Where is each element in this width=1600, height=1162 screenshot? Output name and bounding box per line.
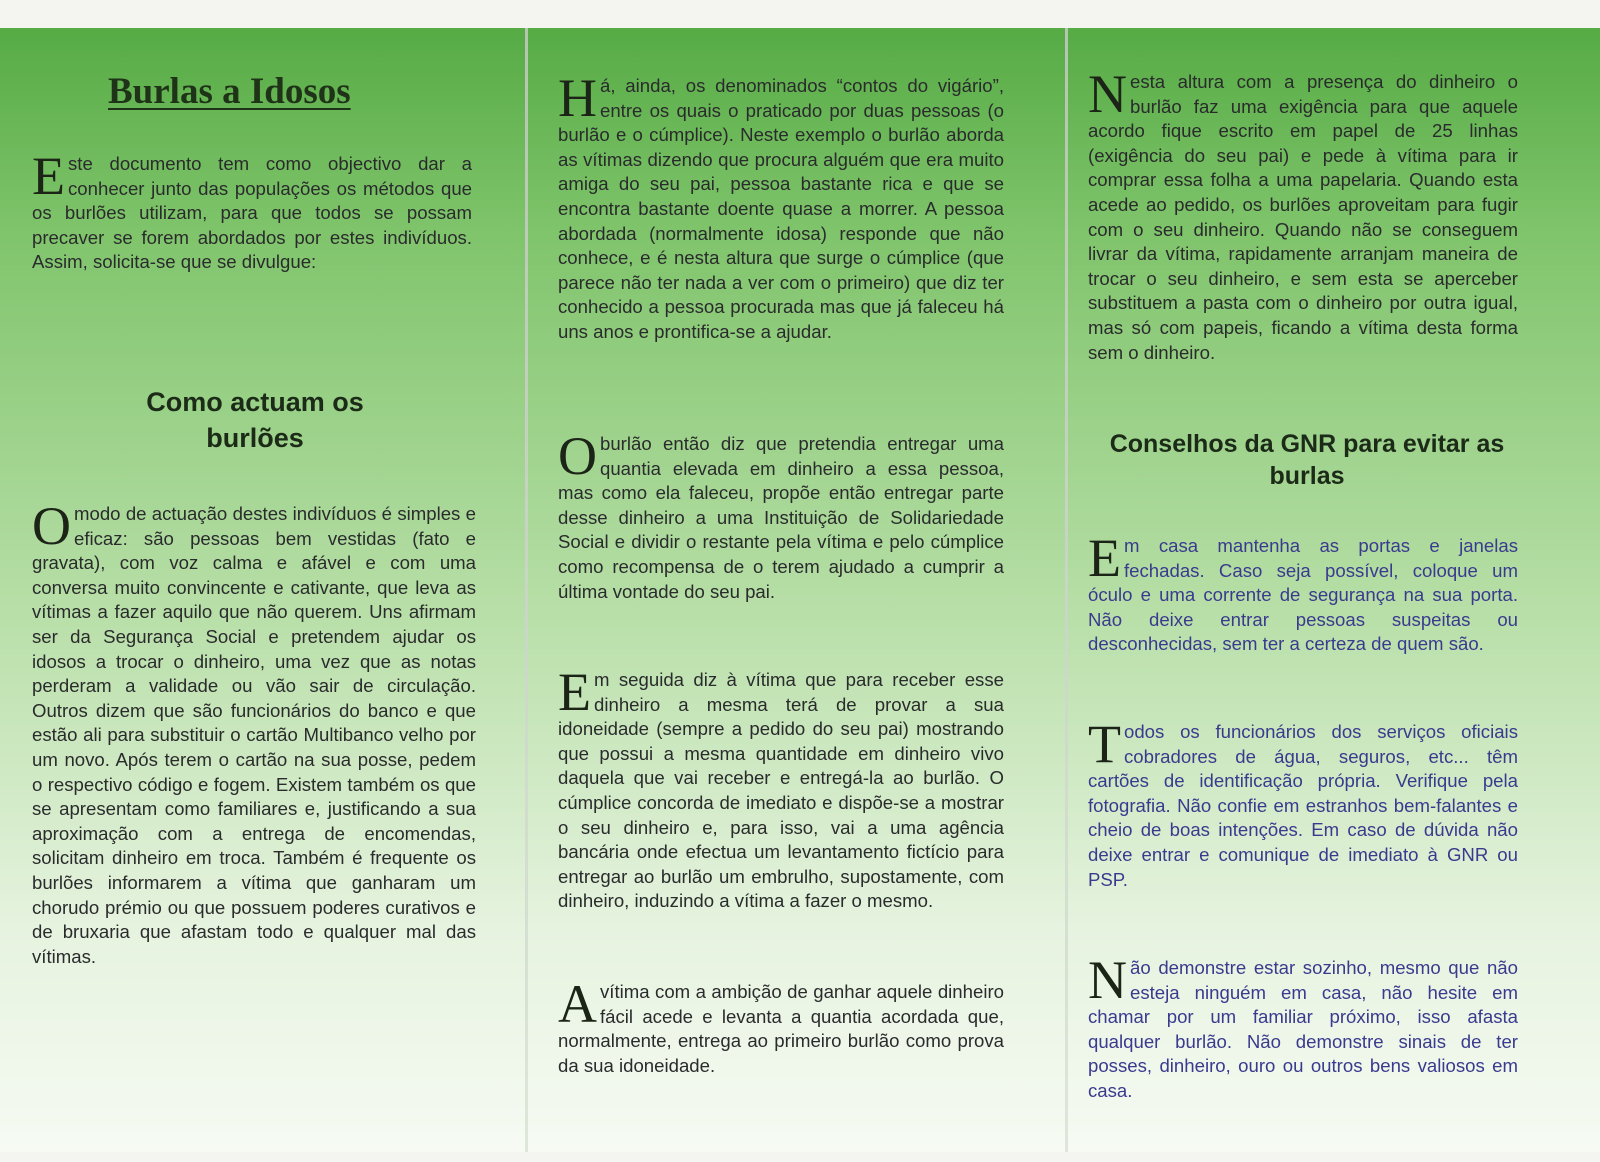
idoneidade-paragraph: Em seguida diz à vítima que para receber esse dinheiro a mesma terá de provar a sua idoneidade (sempre a pedido do seu pai) mostrando que possui a mesma quantidade em dinheiro vivo daquela que vai receber e entregá-la ao burlão. O cúmplice concorda de imediato e dispõe-se a mostrar o seu dinheiro e, para isso, vai a uma agência bancária onde efectua um levantamento fictício para entregar ao burlão um embrulho, supostamente, com dinheiro, induzindo a vítima a fazer o mesmo. — [558, 662, 1004, 912]
vigario-paragraph: Há, ainda, os denominados “contos do vigário”, entre os quais o praticado por duas pessoas (o burlão e o cúmplice). Neste exemplo o burlão aborda as vítimas dizendo que procura alguém que era muito amiga do seu pai, pessoa bastante rica e que se encontra bastante doente quase a morrer. A pessoa abordada (normalmente idosa) responde que não conhece, e é nesta altura que surge o cúmplice (que parece não ter nada a ver com o primeiro) que diz ter conhecido a pessoa procurada mas que já faleceu há uns anos e prontifica-se a ajudar. — [558, 68, 1004, 342]
victim-withdraws-paragraph: Avítima com a ambição de ganhar aquele dinheiro fácil acede e levanta a quantia acordada que, normalmente, entrega ao primeiro burlão como prova da sua idoneidade. — [558, 974, 1004, 1076]
intro-paragraph: Este documento tem como objectivo dar a conhecer junto das populações os métodos que os burlões utilizam, para que todos se possam precaver se forem abordados por estes indivíduos. Assim, solicita-se que se divulgue: — [32, 146, 472, 273]
drop-cap: E — [558, 662, 591, 722]
advice-doors-paragraph: Em casa mantenha as portas e janelas fechadas. Caso seja possível, coloque um óculo e uma corrente de segurança na sua porta. Não deixe entrar pessoas suspeitas ou desconhecidas, sem ter a certeza de quem são. — [1088, 528, 1518, 655]
drop-cap: N — [1088, 64, 1127, 124]
modus-operandi-paragraph: Omodo de actuação destes indivíduos é simples e eficaz: são pessoas bem vestidas (fato e gravata), com voz calma e afável e com uma conversa muito convincente e cativante, que leva as vítimas a fazer aquilo que não querem. Uns afirmam ser da Segurança Social e pretendem ajudar os idosos a trocar o dinheiro, uma vez que as notas perderam a validade ou vão sair de circulação. Outros dizem que são funcionários do banco e que estão ali para substituir o cartão Multibanco velho por um novo. Após terem o cartão na sua posse, pedem o respectivo código e fogem. Existem também os que se apresentam como familiares e, justificando a sua aproximação com a entrega de encomendas, solicitam dinheiro em troca. Também é frequente os burlões informarem a vítima que ganharam um chorudo prémio ou que possuem poderes curativos e de bruxaria que afastam todo e qualquer mal das vítimas. — [32, 496, 476, 967]
advice-alone-paragraph: Não demonstre estar sozinho, mesmo que não esteja ninguém em casa, não hesite em chamar por um familiar próximo, isso afasta qualquer burlão. Não demonstre sinais de ter posses, dinheiro, ouro ou outros bens valiosos em casa. — [1088, 950, 1518, 1101]
fold-line — [1065, 28, 1068, 1152]
drop-cap: E — [32, 146, 65, 206]
advice-id-paragraph: Todos os funcionários dos serviços oficiais cobradores de água, seguros, etc... têm cartões de identificação própria. Verifique pela fotografia. Não confie em estranhos bem-falantes e cheio de boas intenções. Em caso de dúvida não deixe entrar e comunique de imediato à GNR ou PSP. — [1088, 714, 1518, 890]
drop-cap: O — [558, 426, 597, 486]
paper-exigency-paragraph: Nesta altura com a presença do dinheiro o burlão faz uma exigência para que aquele acordo fique escrito em papel de 25 linhas (exigência do seu pai) e pede à vítima para ir comprar essa folha a uma papelaria. Quando esta acede ao pedido, os burlões aproveitam para fugir com o seu dinheiro. Quando não se conseguem livrar da vítima, rapidamente arranjam maneira de trocar o seu dinheiro, e sem esta se aperceber substituem a pasta com o dinheiro por outra igual, mas só com papeis, ficando a vítima desta forma sem o dinheiro. — [1088, 64, 1518, 363]
drop-cap: E — [1088, 528, 1121, 588]
drop-cap: O — [32, 496, 71, 556]
drop-cap: N — [1088, 950, 1127, 1010]
brochure-title: Burlas a Idosos — [108, 71, 351, 112]
section-heading-how-they-act: Como actuam os burlões — [146, 387, 364, 453]
section-heading-gnr-advice: Conselhos da GNR para evitar as burlas — [1109, 430, 1505, 490]
drop-cap: H — [558, 68, 597, 128]
burlao-proposal-paragraph: Oburlão então diz que pretendia entregar uma quantia elevada em dinheiro a essa pessoa, mas como ela faleceu, propõe então entregar parte desse dinheiro a uma Instituição de Solidariedade Social e dividir o restante pela vítima e pelo cúmplice como recompensa de o terem ajudado a cumprir a última vontade do seu pai. — [558, 426, 1004, 602]
drop-cap: T — [1088, 714, 1121, 774]
drop-cap: A — [558, 974, 597, 1034]
fold-line — [525, 28, 528, 1152]
